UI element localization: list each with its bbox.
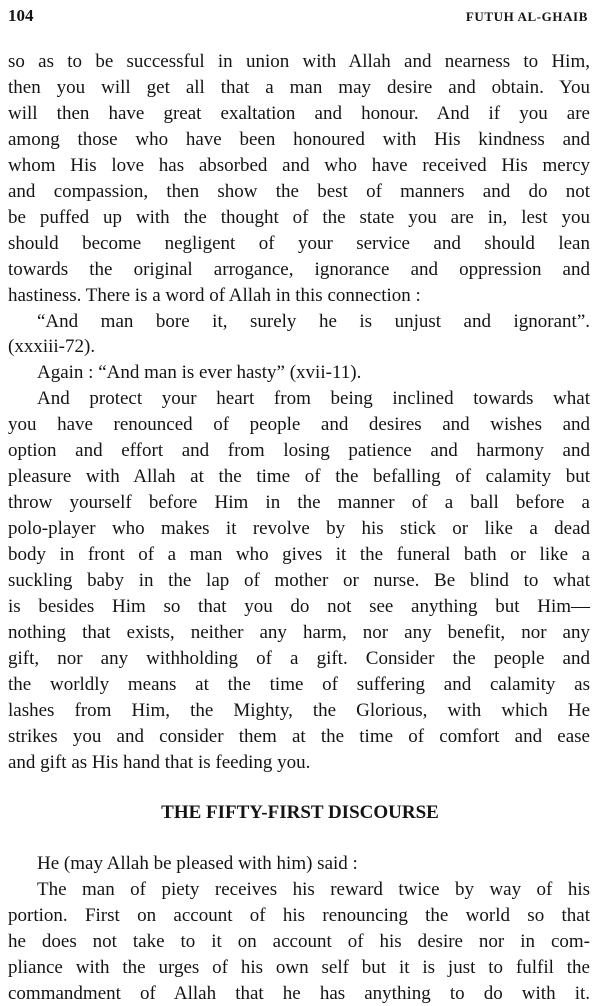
text-line: strikes you and consider them at the time of comfort and ease	[8, 726, 590, 747]
text-line: gift, nor any withholding of a gift. Consider the people and	[8, 648, 590, 669]
text-line: you have renounced of people and desires and wishes and	[8, 414, 590, 435]
text-line: hastiness. There is a word of Allah in this connection :	[8, 285, 421, 306]
text-line: the worldly means at the time of suffering and calamity as	[8, 674, 590, 695]
text-line: suckling baby in the lap of mother or nurse. Be blind to what	[8, 570, 590, 591]
page-number: 104	[8, 6, 34, 25]
quote-reference: (xxxiii-72).	[8, 336, 96, 357]
text-line: be puffed up with the thought of the state you are in, lest you	[8, 207, 590, 228]
text-line: should become negligent of your service and should lean	[8, 233, 590, 254]
text-line: And protect your heart from being inclined towards what	[37, 388, 590, 409]
quote-line: “And man bore it, surely he is unjust and ignorant”.	[37, 311, 590, 332]
text-line: he does not take to it on account of his desire nor in com-	[8, 931, 590, 952]
text-line: among those who have been honoured with His kindness and	[8, 129, 590, 150]
quote-line: Again : “And man is ever hasty” (xvii-11).	[37, 362, 362, 383]
running-header	[8, 6, 588, 30]
text-line: and gift as His hand that is feeding you.	[8, 752, 311, 773]
book-title: FUTUH AL-GHAIB	[465, 9, 588, 24]
text-line: so as to be successful in union with Allah and nearness to Him,	[8, 51, 590, 72]
section-heading: THE FIFTY-FIRST DISCOURSE	[161, 802, 439, 823]
text-line: lashes from Him, the Mighty, the Glorious, with which He	[8, 700, 590, 721]
text-line: polo-player who makes it revolve by his stick or like a dead	[8, 518, 590, 539]
text-line: commandment of Allah that he has anything to do with it.	[8, 983, 590, 1004]
text-line: option and effort and from losing patience and harmony and	[8, 440, 590, 461]
text-line: nothing that exists, neither any harm, nor any benefit, nor any	[8, 622, 590, 643]
text-line: throw yourself before Him in the manner of a ball before a	[8, 492, 590, 513]
text-line: is besides Him so that you do not see anything but Him—	[8, 596, 590, 617]
text-line: pliance with the urges of his own self but it is just to fulfil the	[8, 957, 590, 978]
text-line: The man of piety receives his reward twice by way of his	[37, 879, 590, 900]
text-line: will then have great exaltation and honour. And if you are	[8, 103, 590, 124]
text-line: body in front of a man who gives it the funeral bath or like a	[8, 544, 590, 565]
text-line: whom His love has absorbed and who have received His mercy	[8, 155, 590, 176]
text-line: pleasure with Allah at the time of the befalling of calamity but	[8, 466, 590, 487]
text-line: He (may Allah be pleased with him) said :	[37, 853, 358, 874]
text-line: portion. First on account of his renouncing the world so that	[8, 905, 590, 926]
text-line: then you will get all that a man may desire and obtain. You	[8, 77, 590, 98]
text-line: and compassion, then show the best of manners and do not	[8, 181, 590, 202]
text-line: towards the original arrogance, ignorance and oppression and	[8, 259, 590, 280]
